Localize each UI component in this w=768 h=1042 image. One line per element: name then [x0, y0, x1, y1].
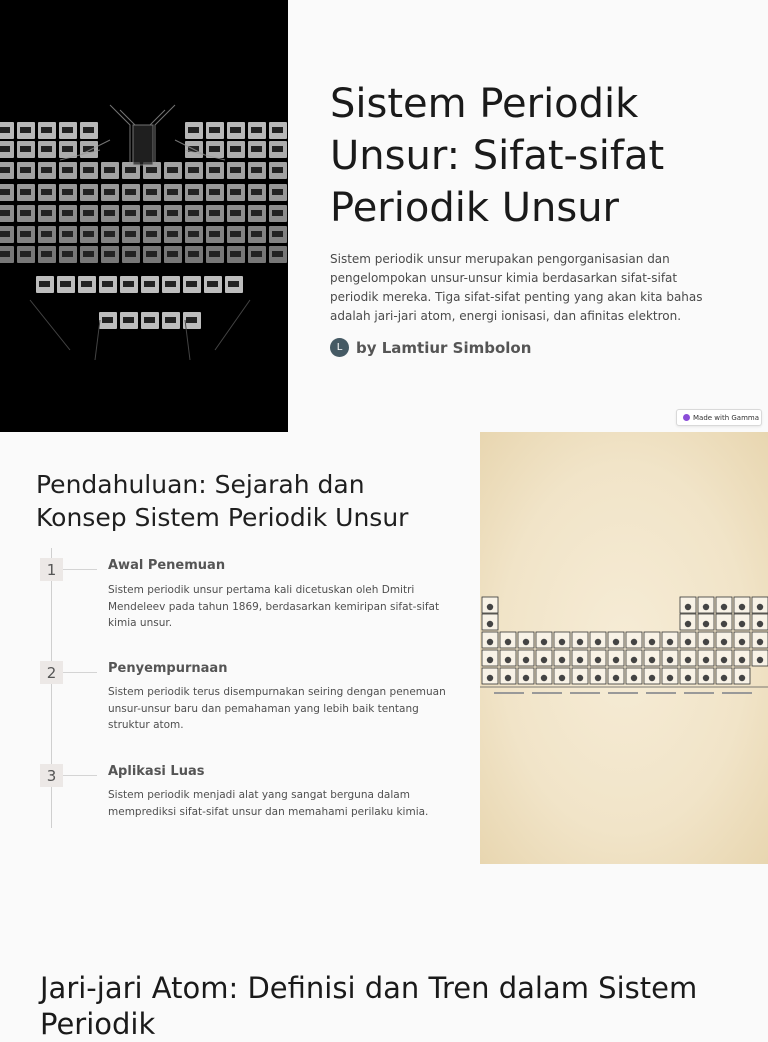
avatar: L: [330, 338, 349, 357]
page-title: Sistem Periodik Unsur: Sifat-sifat Periodik Unsur: [330, 81, 665, 231]
made-with-gamma-button[interactable]: [676, 409, 762, 426]
step-heading: Penyempurnaan: [108, 661, 228, 676]
step-body: Sistem periodik menjadi alat yang sangat berguna dalam memprediksi sifat-sifat unsur dan memahami perilaku kimia.: [108, 789, 429, 818]
section-title-atomic-radius: Jari-jari Atom: Definisi dan Tren dalam Sistem Periodik: [40, 971, 698, 1041]
step-body: Sistem periodik terus disempurnakan seiring dengan penemuan unsur-unsur baru dan pemahaman yang lebih baik tentang struktur atom.: [108, 686, 446, 731]
step-heading: Aplikasi Luas: [108, 764, 205, 779]
author-name: by Lamtiur Simbolon: [356, 338, 532, 357]
gamma-badge-label: Made with Gamma: [693, 413, 760, 422]
author-byline: [330, 338, 531, 357]
step-number-badge: 3: [40, 764, 63, 787]
step-number-badge: 2: [40, 661, 63, 684]
step-number-badge: 1: [40, 558, 63, 581]
gamma-logo-icon: [683, 414, 690, 421]
step-heading: Awal Penemuan: [108, 558, 226, 573]
step-connector: [63, 569, 97, 570]
hero-image: [0, 0, 288, 432]
hero-description: Sistem periodik unsur merupakan pengorganisasian dan pengelompokan unsur-unsur kimia berdasarkan sifat-sifat periodik mereka. Tiga sifat-sifat penting yang akan kita bahas adalah jari-jari atom, energi ionisasi, dan afinitas elektron.: [330, 252, 703, 323]
step-body: Sistem periodik unsur pertama kali dicetuskan oleh Dmitri Mendeleev pada tahun 1869, berdasarkan kemiripan sifat-sifat kimia unsur.: [108, 584, 440, 629]
section-title-intro: Pendahuluan: Sejarah dan Konsep Sistem Periodik Unsur: [36, 470, 409, 532]
step-connector: [63, 672, 97, 673]
step-connector: [63, 775, 97, 776]
illustrated-periodic-table-image: [480, 432, 768, 864]
